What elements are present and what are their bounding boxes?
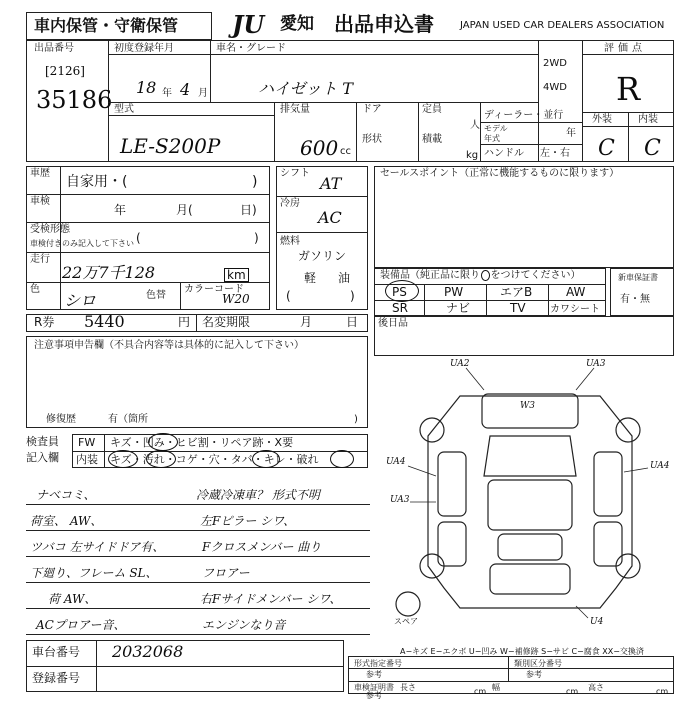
recycle-label: R券 — [34, 315, 55, 329]
exterior-label: 外装 — [592, 114, 612, 125]
association-name: JAPAN USED CAR DEALERS ASSOCIATION — [460, 20, 665, 31]
repair-label: 修復歴 — [46, 414, 76, 425]
cert-ref: 参考 — [366, 670, 382, 679]
circle-mark-icon — [148, 433, 178, 451]
fuel-gasoline: ガソリン — [298, 249, 347, 263]
registration-label: 初度登録年月 — [114, 43, 174, 54]
interior-grade: C — [644, 136, 661, 161]
cert-reg-cert: 車検証明書 — [354, 683, 394, 692]
fw-items: キズ・凹み・ヒビ割・リペア跡・X要 — [110, 436, 294, 449]
divider — [26, 222, 270, 223]
equip-tv: TV — [510, 301, 526, 315]
note-line: エンジンなり音 — [202, 618, 286, 632]
displacement-unit: cc — [340, 146, 351, 157]
cert-width: 幅 — [492, 683, 500, 692]
divider — [582, 54, 674, 55]
repair-value: 有（箇所 — [108, 414, 148, 425]
damage-mark: U4 — [590, 617, 604, 627]
spare-label: スペア — [394, 617, 418, 626]
repair-close: ) — [354, 414, 358, 425]
acceptance-label: 受検形態 — [30, 224, 70, 235]
aircon-value: AC — [318, 208, 342, 227]
history-value: 自家用・( — [66, 174, 128, 190]
damage-mark: UA3 — [390, 495, 410, 505]
note-line: 荷 AW、 — [48, 592, 97, 606]
branch-name: 愛知 — [280, 14, 314, 34]
capacity-label: 定員 — [422, 104, 442, 115]
name-change-label: 名変期限 — [202, 315, 251, 329]
fuel-label: 燃料 — [280, 236, 300, 247]
cert-form-ref: 形式指定番号 — [354, 659, 402, 668]
fuel-oil: 油 — [338, 271, 351, 285]
divider — [480, 102, 481, 162]
load-unit: kg — [466, 150, 479, 161]
year-unit: 年 — [566, 128, 576, 139]
damage-mark: UA4 — [650, 461, 670, 471]
cabin — [484, 436, 576, 476]
damage-mark: UA3 — [586, 359, 606, 369]
chassis-label: 車台番号 — [32, 645, 81, 659]
damage-mark: UA4 — [386, 457, 406, 467]
interior-items: キズ・汚れ・コゲ・穴・タバ・キレ・破れ — [110, 453, 319, 466]
equipment-label: 装備品（純正品に限り をつけてください） — [380, 270, 581, 281]
inspector-label-2: 記入欄 — [26, 451, 59, 464]
fuel-close: ) — [350, 289, 355, 303]
mark-leader — [576, 368, 594, 390]
rear-window — [498, 534, 562, 560]
lot-subnumber: [2126] — [45, 64, 85, 78]
equip-aw: AW — [566, 285, 586, 299]
fuel-open: ( — [286, 289, 291, 303]
divider — [276, 196, 368, 197]
aircon-label: 冷房 — [280, 198, 300, 209]
divider — [26, 252, 270, 253]
divider — [96, 640, 97, 692]
inspection-day: 日) — [240, 203, 257, 217]
interior-check-label: 内装 — [76, 453, 98, 466]
model-value: LE-S200P — [120, 134, 221, 158]
note-line: Fクロスメンバー 曲り — [202, 540, 322, 554]
inspection-label: 車検 — [30, 196, 50, 207]
ju-logo: JU — [232, 10, 265, 39]
divider — [26, 666, 344, 667]
note-line: 左Fピラー シワ、 — [200, 514, 296, 528]
dealer-label: ディーラー・並行 — [484, 110, 564, 121]
fw-label: FW — [78, 436, 96, 449]
color-code: W20 — [222, 292, 250, 306]
equip-sr: SR — [392, 301, 408, 315]
roof — [488, 480, 572, 530]
recycle-unit: 円 — [178, 315, 191, 329]
divider — [548, 284, 549, 316]
acceptance-note: 車検付きのみ記入して下さい — [30, 239, 134, 248]
car-name-value: ハイゼット T — [258, 79, 353, 98]
color-chip-label: 色替 — [146, 290, 166, 301]
storage-title: 車内保管・守衛保管 — [34, 16, 179, 35]
mark-leader — [408, 466, 436, 476]
divider — [480, 144, 582, 145]
divider — [356, 102, 357, 162]
divider — [628, 112, 629, 162]
divider — [26, 194, 270, 195]
recycle-box — [26, 314, 368, 332]
wheel-fr — [616, 418, 640, 442]
circle-mark-icon — [481, 270, 490, 281]
mileage-label: 走行 — [30, 254, 50, 265]
name-change-month: 月 — [300, 315, 313, 329]
divider — [582, 126, 674, 127]
shift-label: シフト — [280, 168, 310, 179]
equip-airbag: エアB — [500, 285, 533, 299]
after-sale-box — [374, 316, 674, 356]
divider — [104, 434, 105, 468]
wheel-fl — [420, 418, 444, 442]
shape-label: 形状 — [362, 134, 382, 145]
cert-height: 高さ — [588, 683, 604, 692]
handle-options: 左・右 — [540, 148, 570, 159]
right-door — [594, 452, 622, 516]
drive-2wd: 2WD — [543, 58, 567, 69]
fuel-light: 軽 — [304, 271, 317, 285]
note-line: ツバコ 左サイドドア有、 — [30, 540, 165, 554]
inspection-month: 月( — [176, 203, 193, 217]
cert-length: 長さ — [400, 683, 416, 692]
handle-label: ハンドル — [484, 148, 524, 159]
equip-navi: ナビ — [446, 301, 471, 315]
equip-kawa-seat: カワシート — [550, 304, 600, 315]
sales-points-label: セールスポイント（正常に機能するものに限ります） — [380, 168, 620, 179]
inspector-label-1: 検査員 — [26, 435, 59, 448]
mileage-unit: km — [224, 268, 249, 282]
damage-mark: UA2 — [450, 359, 470, 369]
doors-label: ドア — [362, 104, 382, 115]
divider — [26, 504, 370, 505]
wheel-rl — [420, 554, 444, 578]
divider — [210, 40, 211, 102]
lot-label: 出品番号 — [34, 43, 74, 54]
registration-month: 4 — [180, 80, 191, 99]
model-label: 型式 — [114, 104, 134, 115]
equip-pw: PW — [444, 285, 464, 299]
note-line: 右Fサイドメンバー シワ、 — [200, 592, 342, 606]
cert-ref-3: 参考 — [366, 691, 382, 700]
evaluation-label: 評価点 — [604, 43, 646, 54]
registration-year-unit: 年 — [162, 88, 172, 99]
divider — [348, 681, 674, 682]
warranty-label: 新車保証書 — [618, 273, 658, 282]
evaluation-value: R — [616, 70, 641, 108]
divider — [196, 314, 197, 332]
spare-tire — [396, 592, 420, 616]
divider — [276, 232, 368, 233]
note-line: 冷蔵冷凍車？ 形式不明 — [196, 488, 320, 502]
damage-mark: W3 — [520, 401, 535, 411]
divider — [486, 284, 487, 316]
registration-year: 18 — [136, 78, 157, 97]
color-label: 色 — [30, 284, 40, 295]
circle-mark-icon — [252, 450, 280, 468]
damage-legend: A−キズ E−エクボ U−凹み W−補修跡 S−サビ C−腐食 XX−交換済 — [400, 647, 644, 656]
ps-circled-icon — [385, 280, 419, 302]
after-sale-label: 後日品 — [378, 318, 408, 329]
divider — [108, 102, 538, 103]
circle-mark-icon — [108, 450, 138, 468]
left-door — [438, 452, 466, 516]
chassis-value: 2032068 — [112, 642, 184, 661]
mark-leader — [624, 468, 648, 472]
interior-label: 内装 — [638, 114, 658, 125]
cert-cm-1: cm — [474, 687, 487, 696]
inspection-year: 年 — [114, 203, 127, 217]
recycle-value: 5440 — [84, 312, 125, 331]
name-change-day: 日 — [346, 315, 359, 329]
front-hood — [482, 394, 578, 428]
history-close: ) — [252, 174, 258, 190]
divider — [508, 656, 509, 681]
divider — [26, 608, 370, 609]
form-title: 出品申込書 — [334, 12, 434, 36]
load-label: 積載 — [422, 134, 442, 145]
capacity-unit: 人 — [470, 120, 480, 131]
divider — [582, 40, 583, 162]
divider — [26, 556, 370, 557]
note-line: 下廻り、フレーム SL、 — [30, 566, 158, 580]
divider — [180, 282, 181, 310]
cert-ref-2: 参考 — [526, 670, 542, 679]
model-year-label: モデル — [484, 124, 508, 133]
notes-label: 注意事項申告欄（不具合内容等は具体的に記入して下さい） — [34, 340, 304, 351]
year-label: 年式 — [484, 134, 500, 143]
car-name-label: 車名・グレード — [216, 43, 286, 54]
note-line: ナベコミ、 — [36, 488, 96, 502]
divider — [26, 530, 370, 531]
divider — [26, 634, 370, 635]
exterior-grade: C — [598, 136, 615, 161]
circle-mark-icon — [146, 450, 176, 468]
circle-mark-icon — [330, 450, 354, 468]
cert-cm-2: cm — [566, 687, 579, 696]
warranty-options: 有・無 — [620, 294, 650, 305]
displacement-value: 600 — [300, 136, 339, 160]
wheel-rr — [616, 554, 640, 578]
rear-bumper — [490, 564, 570, 594]
divider — [424, 284, 425, 316]
divider — [418, 102, 419, 162]
note-line: 荷室、 AW、 — [30, 514, 103, 528]
shift-value: AT — [320, 174, 342, 193]
car-diagram — [380, 356, 680, 646]
acceptance-open: ( — [136, 231, 141, 245]
cert-cm-3: cm — [656, 687, 669, 696]
lot-number: 35186 — [36, 86, 113, 114]
note-line: フロアー — [202, 566, 250, 580]
drive-4wd: 4WD — [543, 82, 567, 93]
equip-ps: PS — [392, 285, 407, 299]
mileage-value: 22万7千128 — [62, 263, 156, 282]
divider — [274, 102, 275, 162]
mark-leader — [466, 368, 484, 390]
divider — [26, 582, 370, 583]
sales-points-box — [374, 166, 674, 268]
registration-no-label: 登録番号 — [32, 671, 81, 685]
displacement-label: 排気量 — [280, 104, 310, 115]
color-value: シロ — [64, 291, 97, 310]
note-line: ACプロアー音、 — [36, 618, 126, 632]
cert-class-ref: 類別区分番号 — [514, 659, 562, 668]
acceptance-close: ) — [254, 231, 259, 245]
history-label: 車歴 — [30, 168, 50, 179]
color-code-label: カラーコード — [184, 284, 244, 295]
registration-month-unit: 月 — [198, 88, 208, 99]
